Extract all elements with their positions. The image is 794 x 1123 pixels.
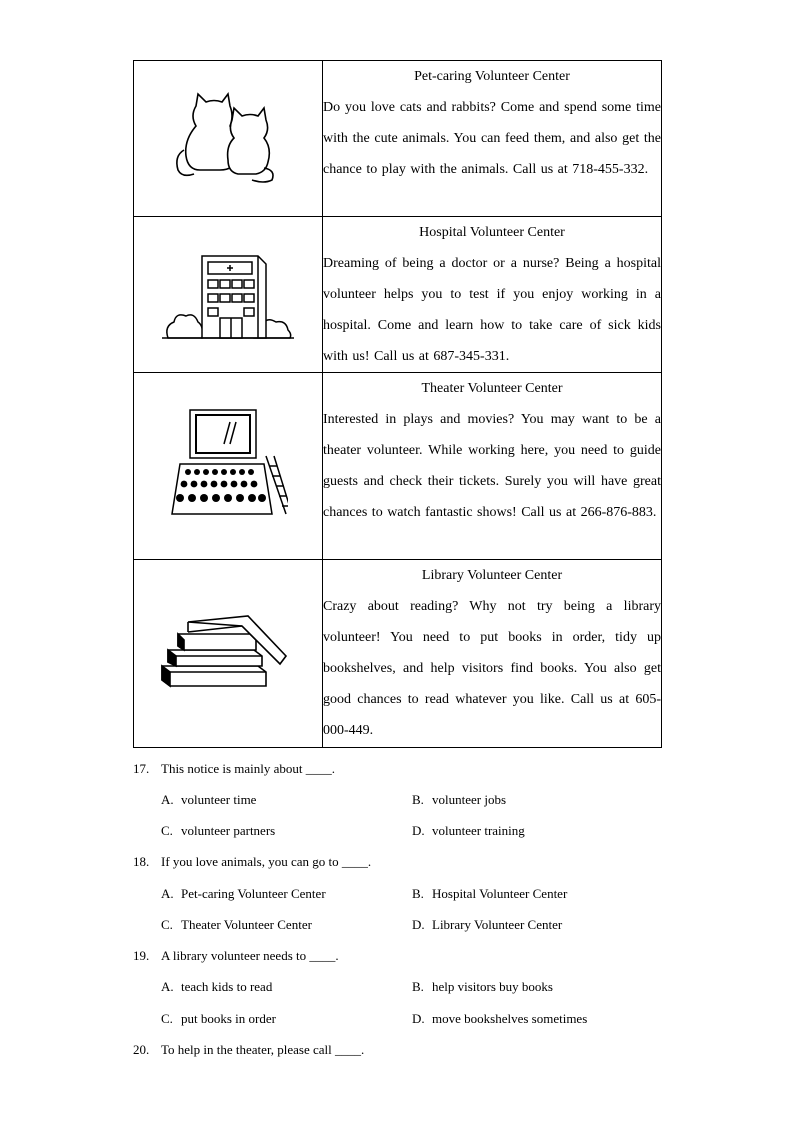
option-c[interactable] <box>161 917 312 933</box>
image-cell <box>134 373 323 560</box>
center-title: Library Volunteer Center <box>421 568 563 583</box>
center-title: Theater Volunteer Center <box>421 381 563 396</box>
option-letter: B. <box>412 979 424 994</box>
center-row-pet <box>134 61 662 217</box>
option-text: volunteer time <box>181 792 257 807</box>
center-row-library <box>134 560 662 748</box>
image-cell <box>134 217 323 373</box>
center-description: Crazy about reading? Why not try being a library volunteer! You need to put books in order, tidy up bookshelves, and help visitors find books. You also get good chances to read whatever you like. Call us at 605-000-449. <box>323 599 661 738</box>
option-letter: D. <box>412 823 425 838</box>
center-description: Interested in plays and movies? You may want to be a theater volunteer. While working here, you need to guide guests and check their tickets. Surely you will have great chances to watch fantastic shows! Call us at 266-876-883. <box>323 412 661 520</box>
question-number: 20. <box>133 1042 150 1057</box>
notice-table <box>133 60 662 748</box>
books-icon <box>158 606 298 696</box>
option-b[interactable] <box>412 886 567 902</box>
text-cell <box>323 61 662 217</box>
question-text: A library volunteer needs to ____. <box>161 948 339 963</box>
center-title: Hospital Volunteer Center <box>419 225 565 240</box>
option-text: Library Volunteer Center <box>432 917 563 932</box>
option-d[interactable] <box>412 1011 587 1027</box>
theater-icon <box>168 404 288 524</box>
cats-icon <box>168 86 288 186</box>
option-b[interactable] <box>412 979 553 995</box>
center-description: Dreaming of being a doctor or a nurse? Being a hospital volunteer helps you to test if you enjoy working in a hospital. Come and learn how to take care of sick kids with us! Call us at 687-345-331. <box>323 256 661 364</box>
option-d[interactable] <box>412 917 562 933</box>
option-a[interactable] <box>161 792 256 808</box>
question-text: To help in the theater, please call ____. <box>161 1042 365 1057</box>
option-letter: A. <box>161 886 174 901</box>
option-text: Hospital Volunteer Center <box>432 886 568 901</box>
option-letter: C. <box>161 823 173 838</box>
option-text: volunteer jobs <box>432 792 507 807</box>
option-d[interactable] <box>412 823 525 839</box>
option-letter: A. <box>161 792 174 807</box>
option-a[interactable] <box>161 979 272 995</box>
option-letter: A. <box>161 979 174 994</box>
question-text: This notice is mainly about ____. <box>161 761 336 776</box>
option-letter: C. <box>161 1011 173 1026</box>
option-b[interactable] <box>412 792 506 808</box>
option-letter: D. <box>412 1011 425 1026</box>
center-row-hospital <box>134 217 662 373</box>
text-cell <box>323 217 662 373</box>
option-text: Theater Volunteer Center <box>181 917 312 932</box>
option-letter: C. <box>161 917 173 932</box>
text-cell <box>323 560 662 748</box>
text-cell <box>323 373 662 560</box>
question-number: 17. <box>133 761 150 776</box>
hospital-icon <box>158 242 298 342</box>
option-letter: D. <box>412 917 425 932</box>
option-text: teach kids to read <box>181 979 273 994</box>
image-cell <box>134 61 323 217</box>
option-text: Pet-caring Volunteer Center <box>181 886 326 901</box>
option-letter: B. <box>412 886 424 901</box>
option-c[interactable] <box>161 823 275 839</box>
option-text: volunteer training <box>432 823 525 838</box>
option-a[interactable] <box>161 886 326 902</box>
option-text: move bookshelves sometimes <box>432 1011 588 1026</box>
center-description: Do you love cats and rabbits? Come and spend some time with the cute animals. You can feed them, and also get the chance to play with the animals. Call us at 718-455-332. <box>323 100 661 177</box>
center-row-theater <box>134 373 662 560</box>
question-number: 18. <box>133 854 150 869</box>
option-text: volunteer partners <box>181 823 276 838</box>
option-text: help visitors buy books <box>432 979 553 994</box>
question-number: 19. <box>133 948 150 963</box>
option-c[interactable] <box>161 1011 276 1027</box>
option-text: put books in order <box>181 1011 276 1026</box>
question-text: If you love animals, you can go to ____. <box>161 854 372 869</box>
image-cell <box>134 560 323 748</box>
center-title: Pet-caring Volunteer Center <box>414 69 570 84</box>
option-letter: B. <box>412 792 424 807</box>
